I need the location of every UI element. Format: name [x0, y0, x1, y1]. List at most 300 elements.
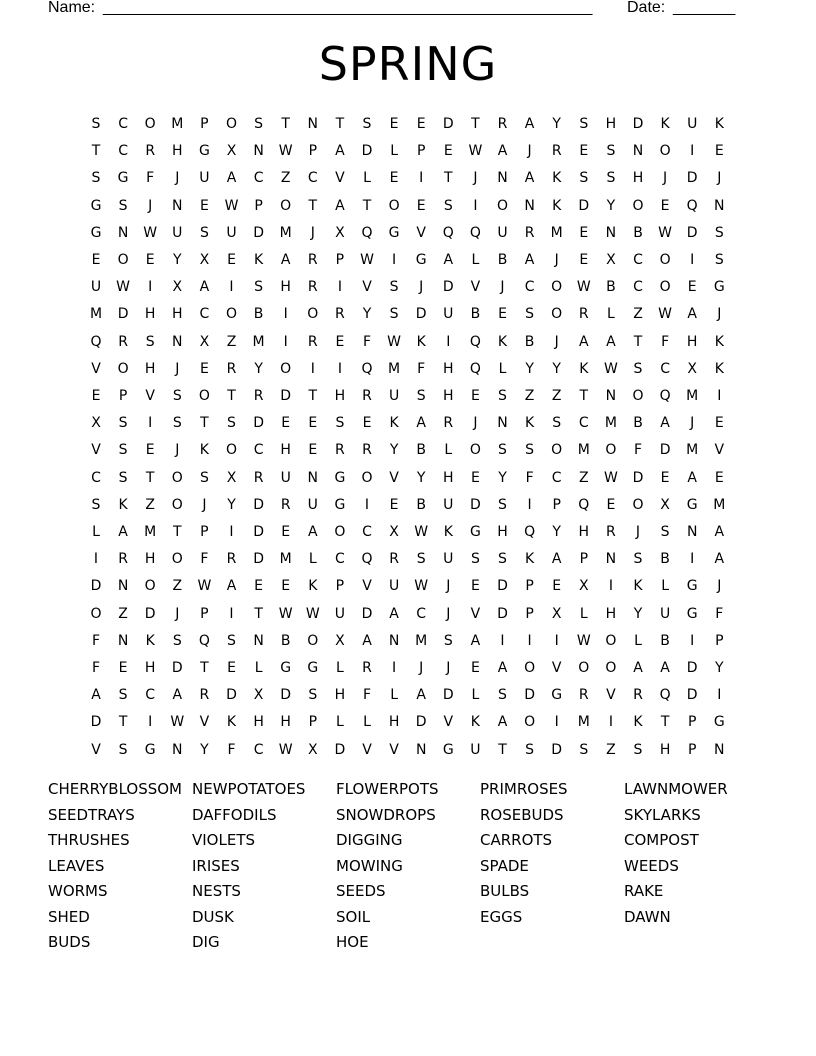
grid-letter: Q [361, 360, 373, 377]
grid-letter: E [579, 252, 589, 268]
grid-letter: M [252, 333, 265, 350]
grid-letter: E [443, 143, 453, 160]
grid-letter: N [253, 632, 264, 649]
word-list-item: CHERRYBLOSSOM [48, 780, 182, 798]
grid-letter: T [308, 388, 318, 404]
grid-letter: D [361, 605, 373, 622]
grid-letter: T [335, 116, 345, 132]
grid-letter: H [334, 388, 346, 404]
grid-letter: I [364, 496, 370, 513]
grid-letter: R [551, 143, 562, 160]
grid-letter: B [660, 632, 670, 649]
grid-letter: Q [686, 197, 698, 214]
grid-letter: J [635, 524, 641, 540]
grid-letter: Q [659, 687, 671, 704]
grid-letter: W [468, 143, 483, 160]
name-label: Name: [48, 0, 96, 16]
grid-letter: S [606, 170, 616, 187]
grid-letter: C [551, 469, 562, 486]
grid-letter: I [446, 333, 451, 350]
grid-letter: R [606, 524, 616, 540]
grid-letter: O [632, 388, 644, 404]
grid-letter: K [416, 333, 426, 350]
grid-letter: T [91, 143, 101, 160]
grid-letter: O [469, 442, 481, 459]
grid-letter: A [199, 279, 210, 296]
grid-letter: D [578, 197, 590, 214]
grid-letter: V [91, 442, 101, 459]
grid-letter: J [554, 333, 559, 350]
grid-letter: D [551, 741, 563, 758]
grid-letter: N [714, 197, 725, 214]
grid-letter: E [714, 469, 724, 486]
grid-letter: S [118, 687, 128, 704]
grid-letter: A [687, 469, 697, 486]
grid-letter: O [496, 197, 509, 214]
grid-letter: S [470, 551, 480, 568]
grid-letter: G [280, 660, 292, 676]
word-list-item: SEEDTRAYS [48, 805, 135, 824]
grid-letter: R [307, 333, 318, 350]
grid-letter: S [118, 469, 128, 486]
grid-letter: T [281, 116, 290, 132]
grid-letter: E [687, 279, 697, 296]
grid-letter: B [416, 496, 426, 513]
grid-letter: W [278, 605, 293, 622]
word-list-item: DIGGING [336, 831, 403, 849]
grid-letter: E [362, 415, 372, 432]
grid-letter: B [606, 279, 616, 296]
grid-letter: E [227, 660, 236, 676]
grid-letter: P [118, 388, 128, 404]
grid-letter: W [305, 605, 320, 622]
grid-letter: S [525, 442, 535, 459]
grid-letter: O [280, 360, 292, 377]
grid-letter: Z [606, 741, 616, 758]
grid-letter: Z [226, 333, 237, 350]
grid-letter: L [579, 605, 588, 622]
grid-letter: H [253, 714, 264, 731]
grid-letter: S [91, 170, 101, 187]
grid-letter: W [414, 578, 429, 595]
grid-letter: D [253, 496, 264, 513]
grid-letter: S [579, 741, 589, 758]
word-list-item: COMPOST [624, 831, 699, 849]
grid-letter: F [91, 632, 101, 649]
grid-letter: O [605, 660, 617, 676]
grid-letter: K [633, 714, 643, 731]
grid-letter: R [118, 551, 128, 568]
grid-letter: L [254, 660, 263, 676]
grid-letter: J [446, 660, 451, 676]
grid-letter: F [715, 605, 724, 622]
grid-letter: E [199, 197, 209, 214]
grid-letter: W [576, 632, 591, 649]
grid-letter: W [658, 224, 673, 241]
grid-letter: Z [145, 496, 155, 513]
grid-letter: I [283, 306, 288, 323]
grid-letter: D [686, 660, 698, 676]
grid-letter: R [280, 496, 291, 513]
grid-letter: N [632, 143, 644, 160]
grid-letter: V [91, 360, 101, 377]
grid-letter: A [118, 524, 128, 540]
grid-letter: H [443, 360, 454, 377]
word-list-item: LEAVES [48, 856, 105, 875]
grid-letter: E [91, 388, 101, 404]
grid-letter: Y [362, 306, 372, 323]
grid-letter: W [360, 252, 374, 268]
grid-letter: H [172, 306, 183, 323]
grid-letter: X [308, 741, 318, 758]
grid-letter: N [524, 197, 535, 214]
grid-letter: X [660, 496, 670, 513]
grid-letter: D [497, 578, 508, 595]
grid-letter: S [118, 197, 128, 214]
grid-letter: S [254, 279, 264, 296]
grid-letter: G [198, 143, 210, 160]
grid-letter: J [175, 605, 180, 622]
grid-letter: E [714, 143, 724, 160]
grid-letter: H [659, 741, 671, 758]
grid-letter: I [717, 687, 722, 704]
grid-letter: B [470, 306, 481, 323]
grid-letter: P [200, 605, 209, 622]
grid-letter: W [197, 578, 212, 595]
grid-letter: W [170, 714, 185, 731]
grid-letter: O [198, 388, 210, 404]
grid-letter: V [335, 170, 345, 187]
grid-letter: X [226, 469, 237, 486]
grid-letter: J [310, 224, 315, 241]
grid-letter: S [498, 496, 507, 513]
grid-letter: G [90, 197, 102, 214]
grid-letter: J [527, 143, 532, 160]
grid-letter: H [172, 143, 183, 160]
grid-letter: U [659, 605, 671, 622]
grid-letter: Y [173, 252, 182, 268]
grid-letter: L [308, 551, 317, 568]
grid-letter: W [116, 279, 131, 296]
grid-letter: I [229, 279, 234, 296]
grid-letter: M [577, 714, 590, 731]
grid-letter: G [90, 224, 102, 241]
grid-letter: K [226, 714, 237, 731]
grid-letter: F [200, 551, 209, 568]
grid-letter: N [172, 333, 183, 350]
grid-letter: Q [469, 360, 481, 377]
grid-letter: A [660, 415, 670, 432]
grid-letter: H [144, 551, 156, 568]
grid-letter: N [307, 116, 319, 132]
grid-letter: U [388, 388, 400, 404]
grid-letter: G [334, 469, 346, 486]
grid-letter: A [172, 687, 183, 704]
grid-letter: E [579, 143, 589, 160]
grid-letter: R [362, 442, 372, 459]
grid-letter: I [229, 605, 234, 622]
word-list-item: VIOLETS [192, 831, 256, 849]
grid-letter: B [660, 551, 670, 568]
grid-letter: T [200, 660, 209, 676]
grid-letter: E [389, 496, 399, 513]
grid-letter: A [335, 143, 345, 160]
word-list-item: RAKE [624, 882, 664, 900]
grid-letter: I [554, 632, 559, 649]
grid-letter: T [254, 605, 263, 622]
grid-letter: J [446, 605, 451, 622]
grid-letter: C [118, 116, 128, 132]
grid-letter: O [361, 469, 373, 486]
grid-letter: Y [254, 360, 263, 377]
word-list-item: DIG [192, 933, 220, 951]
grid-letter: B [497, 252, 508, 268]
grid-letter: D [280, 687, 292, 704]
grid-letter: N [497, 415, 508, 432]
grid-letter: C [660, 360, 670, 377]
grid-letter: S [498, 551, 507, 568]
grid-letter: K [714, 360, 724, 377]
grid-letter: B [416, 442, 426, 459]
grid-letter: A [362, 632, 372, 649]
grid-letter: Z [172, 578, 183, 595]
grid-letter: X [253, 687, 264, 704]
word-list-item: WORMS [48, 882, 108, 900]
grid-letter: U [307, 496, 318, 513]
grid-letter: Z [633, 306, 643, 323]
grid-letter: E [498, 306, 507, 323]
grid-letter: M [144, 524, 157, 540]
grid-letter: O [334, 524, 346, 540]
grid-letter: D [524, 687, 535, 704]
grid-letter: A [633, 660, 643, 676]
grid-letter: C [145, 687, 156, 704]
grid-letter: S [714, 252, 724, 268]
grid-letter: C [524, 279, 535, 296]
grid-letter: R [633, 687, 643, 704]
grid-letter: F [146, 170, 155, 187]
grid-letter: O [117, 360, 129, 377]
grid-letter: E [281, 415, 291, 432]
grid-letter: S [362, 116, 372, 132]
grid-letter: I [717, 388, 722, 404]
grid-letter: E [416, 116, 426, 132]
grid-letter: O [307, 306, 319, 323]
grid-letter: J [419, 660, 424, 676]
grid-letter: I [148, 714, 153, 731]
grid-letter: M [279, 224, 292, 241]
grid-letter: V [606, 687, 616, 704]
grid-letter: S [579, 116, 589, 132]
grid-letter: J [663, 170, 668, 187]
word-list-item: DAFFODILS [192, 805, 277, 824]
word-list-item: SEEDS [336, 882, 386, 900]
grid-letter: O [524, 714, 536, 731]
grid-letter: U [388, 578, 400, 595]
grid-letter: T [498, 741, 507, 758]
grid-letter: G [307, 660, 319, 676]
grid-letter: P [335, 578, 345, 595]
grid-letter: F [227, 741, 236, 758]
grid-letter: K [525, 415, 535, 432]
grid-letter: N [686, 524, 698, 540]
grid-letter: H [578, 524, 590, 540]
grid-letter: I [500, 632, 505, 649]
word-list-item: THRUSHES [48, 831, 130, 849]
name-field-line: _______________________________________________________ [103, 0, 593, 16]
grid-letter: Y [552, 116, 561, 132]
grid-letter: G [144, 741, 156, 758]
grid-letter: K [497, 333, 508, 350]
grid-letter: S [199, 224, 209, 241]
grid-letter: O [225, 442, 238, 459]
grid-letter: D [659, 442, 671, 459]
grid-letter: Z [280, 170, 291, 187]
grid-letter: I [419, 170, 424, 187]
grid-letter: J [148, 197, 153, 214]
grid-letter: K [552, 170, 562, 187]
grid-letter: K [552, 197, 562, 214]
grid-letter: K [389, 415, 399, 432]
grid-letter: S [552, 415, 562, 432]
grid-letter: I [690, 551, 695, 568]
grid-letter: L [363, 170, 371, 187]
grid-letter: K [525, 551, 535, 568]
grid-letter: W [387, 333, 402, 350]
grid-letter: R [335, 442, 345, 459]
grid-letter: R [362, 388, 372, 404]
grid-letter: L [471, 252, 480, 268]
grid-letter: K [714, 333, 724, 350]
grid-letter: V [362, 741, 372, 758]
grid-letter: C [362, 524, 372, 540]
grid-letter: B [633, 224, 643, 241]
grid-letter: O [605, 442, 617, 459]
grid-letter: S [525, 741, 535, 758]
word-list-item: ROSEBUDS [480, 805, 564, 824]
grid-letter: I [337, 279, 342, 296]
grid-letter: J [473, 170, 478, 187]
grid-letter: E [199, 360, 209, 377]
grid-letter: A [714, 524, 725, 540]
grid-letter: E [308, 415, 318, 432]
grid-letter: U [470, 741, 481, 758]
grid-letter: A [389, 605, 399, 622]
grid-letter: L [363, 714, 371, 731]
grid-letter: S [498, 442, 507, 459]
grid-letter: R [524, 224, 535, 241]
word-list-item: PRIMROSES [480, 780, 568, 798]
grid-letter: L [444, 442, 453, 459]
grid-letter: Y [389, 442, 399, 459]
grid-letter: S [91, 116, 101, 132]
grid-letter: E [416, 197, 426, 214]
grid-letter: T [471, 116, 480, 132]
word-list-item: SPADE [480, 856, 529, 875]
grid-letter: H [388, 714, 400, 731]
grid-letter: R [118, 333, 128, 350]
grid-letter: U [687, 116, 698, 132]
grid-letter: E [308, 442, 318, 459]
grid-letter: B [280, 632, 291, 649]
grid-letter: S [227, 415, 236, 432]
grid-letter: O [171, 496, 183, 513]
grid-letter: P [525, 605, 534, 622]
grid-letter: D [415, 306, 427, 323]
grid-letter: O [632, 496, 644, 513]
grid-letter: H [144, 660, 156, 676]
grid-letter: P [687, 741, 697, 758]
grid-letter: M [89, 306, 103, 323]
grid-letter: A [416, 415, 426, 432]
grid-letter: P [335, 252, 345, 268]
grid-letter: I [310, 360, 315, 377]
grid-letter: C [91, 469, 101, 486]
grid-letter: I [337, 360, 342, 377]
grid-letter: A [497, 660, 508, 676]
word-list-item: BULBS [480, 882, 530, 900]
grid-letter: V [362, 578, 372, 595]
word-list-item: NEWPOTATOES [192, 780, 306, 798]
word-list-item: SOIL [336, 907, 371, 926]
grid-letter: D [415, 714, 427, 731]
grid-letter: G [686, 578, 698, 595]
grid-letter: E [470, 388, 480, 404]
grid-letter: W [603, 469, 618, 486]
word-list-item: IRISES [192, 856, 240, 875]
grid-letter: O [551, 306, 563, 323]
grid-letter: X [579, 578, 589, 595]
grid-letter: D [117, 306, 129, 323]
word-list-item: DUSK [192, 907, 234, 926]
grid-letter: S [525, 306, 535, 323]
grid-letter: G [415, 252, 427, 268]
grid-letter: C [633, 252, 643, 268]
grid-letter: M [388, 360, 401, 377]
grid-letter: U [280, 469, 291, 486]
grid-letter: T [227, 388, 236, 404]
grid-letter: S [416, 388, 426, 404]
grid-letter: O [632, 197, 644, 214]
grid-letter: S [308, 687, 318, 704]
grid-letter: P [200, 524, 209, 540]
grid-letter: A [524, 170, 535, 187]
grid-letter: Z [551, 388, 562, 404]
grid-letter: J [717, 306, 722, 323]
grid-letter: A [280, 252, 291, 268]
grid-letter: X [172, 279, 183, 296]
grid-letter: C [253, 442, 264, 459]
grid-letter: R [145, 143, 156, 160]
grid-letter: Q [659, 388, 671, 404]
grid-letter: J [419, 279, 424, 296]
grid-letter: O [524, 660, 536, 676]
grid-letter: C [253, 741, 264, 758]
word-list-item: DAWN [624, 907, 671, 926]
grid-letter: X [226, 143, 237, 160]
grid-letter: X [606, 252, 616, 268]
grid-letter: I [229, 524, 234, 540]
grid-letter: I [690, 143, 695, 160]
grid-letter: R [226, 551, 237, 568]
grid-letter: L [390, 143, 398, 160]
grid-letter: H [605, 605, 617, 622]
grid-letter: G [442, 741, 454, 758]
word-list-item: WEEDS [624, 856, 679, 875]
grid-letter: J [446, 578, 451, 595]
grid-letter: U [334, 605, 346, 622]
grid-letter: Y [633, 605, 643, 622]
